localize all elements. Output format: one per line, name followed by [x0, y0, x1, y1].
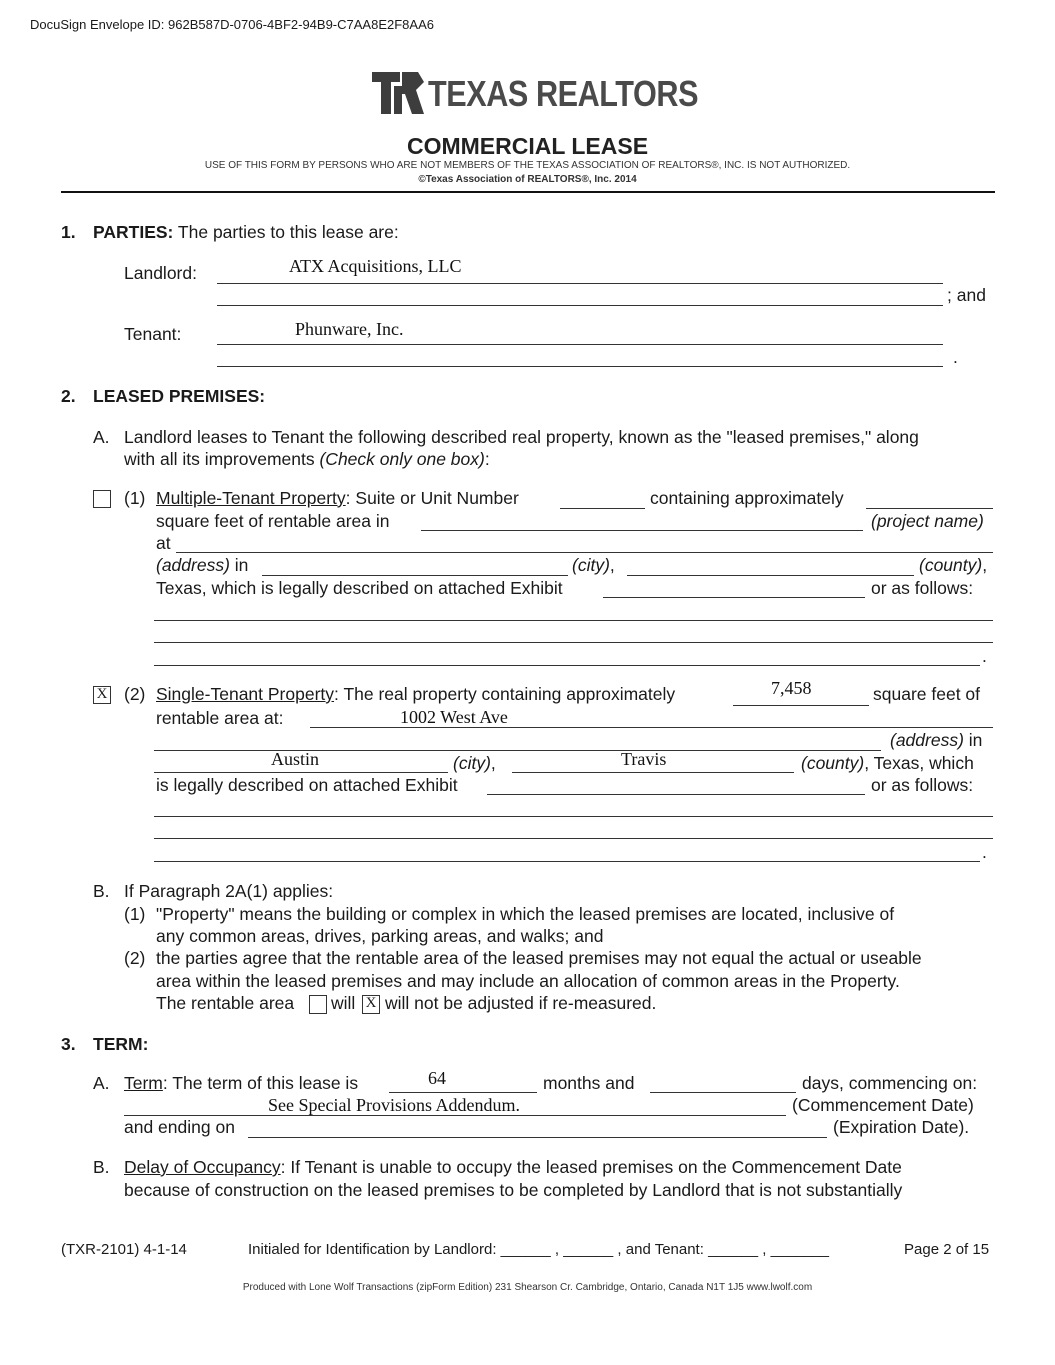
delay-title: Delay of Occupancy: [124, 1157, 281, 1177]
county-label-2: (county): [801, 753, 865, 773]
and-text: ; and: [947, 285, 986, 305]
delay-line-1: [124, 1157, 902, 1178]
project-name-line[interactable]: [421, 530, 863, 531]
para-2a-colon: :: [484, 449, 490, 469]
address-line-2b[interactable]: [154, 750, 881, 751]
months-value[interactable]: 64: [428, 1068, 446, 1088]
para-2b2-number: (2): [124, 948, 146, 968]
option-2-text-2: square feet of: [873, 684, 981, 704]
city-label-1-wrap: [572, 555, 615, 576]
tenant-label: Tenant:: [124, 324, 182, 344]
landlord-value[interactable]: ATX Acquisitions, LLC: [289, 256, 462, 276]
multi-tenant-title: Multiple-Tenant Property: [156, 488, 346, 508]
option-1-text-3: square feet of rentable area in: [156, 511, 390, 531]
tenant-line-1[interactable]: [217, 344, 943, 345]
initials-line: Initialed for Identification by Landlord: ______ , ______ , and Tenant: ______ , _______: [248, 1241, 830, 1258]
county-value[interactable]: Travis: [621, 749, 667, 769]
exhibit-line-1[interactable]: [603, 597, 865, 598]
tenant-value[interactable]: Phunware, Inc.: [295, 319, 404, 339]
project-name-label: (project name): [871, 511, 984, 531]
para-2b2-line-2: area within the leased premises and may include an allocation of common areas in the Property.: [156, 971, 900, 991]
address-label-2: (address): [890, 730, 964, 750]
county-line-1[interactable]: [627, 575, 914, 576]
texas-realtors-logo: [372, 72, 699, 114]
para-2a-line-1: Landlord leases to Tenant the following described real property, known as the "leased premises," along: [124, 427, 919, 447]
usage-notice: USE OF THIS FORM BY PERSONS WHO ARE NOT MEMBERS OF THE TEXAS ASSOCIATION OF REALTORS®, INC. IS NOT AUTHORIZED.: [204, 160, 851, 171]
city-label-2-wrap: [453, 753, 496, 774]
rentable-area-text: The rentable area: [156, 993, 295, 1013]
option-1-line-1: [156, 488, 519, 509]
form-title: COMMERCIAL LEASE: [406, 133, 649, 159]
para-2a-line-2-text: with all its improvements: [124, 449, 320, 469]
exhibit-line-2[interactable]: [487, 794, 865, 795]
page-number: Page 2 of 15: [904, 1241, 990, 1258]
legal-desc-period-1: .: [982, 646, 987, 666]
para-3a-label: A.: [93, 1073, 110, 1093]
section-2-heading: LEASED PREMISES:: [93, 386, 266, 406]
option-2-line-1: [156, 684, 675, 705]
legal-desc-line-2a[interactable]: [154, 816, 993, 817]
legal-desc-line-1b[interactable]: [154, 642, 993, 643]
address-label-2-wrap: [890, 730, 982, 751]
section-1-heading-line: [93, 222, 399, 243]
sqft-value[interactable]: 7,458: [771, 678, 812, 698]
section-2-number: 2.: [61, 386, 76, 406]
days-line[interactable]: [650, 1092, 796, 1093]
city-label-1: (city): [572, 555, 610, 575]
option-2-number: (2): [124, 684, 146, 704]
option-2-text-1: : The real property containing approximately: [334, 684, 676, 704]
term-title: Term: [124, 1073, 163, 1093]
option-2-text-10: or as follows:: [871, 775, 974, 795]
realtors-mark-icon: [372, 72, 424, 114]
legal-desc-period-2: .: [982, 842, 987, 862]
option-1-text-1: : Suite or Unit Number: [345, 488, 519, 508]
brand-name: TEXAS REALTORS: [428, 73, 699, 114]
para-3b-label: B.: [93, 1157, 110, 1177]
in-text-1: in: [229, 555, 249, 575]
will-not-text: will not be adjusted if re-measured.: [385, 993, 657, 1013]
option-2-text-9: is legally described on attached Exhibit: [156, 775, 458, 795]
landlord-line-2[interactable]: [217, 305, 943, 306]
multi-tenant-checkbox[interactable]: [93, 490, 111, 508]
section-1-heading: PARTIES:: [93, 222, 174, 242]
county-label-2-wrap: [801, 753, 974, 774]
form-id: (TXR-2101) 4-1-14: [61, 1241, 187, 1258]
section-3-heading: TERM:: [93, 1034, 149, 1054]
option-1-text-12: or as follows:: [871, 578, 974, 598]
option-1-address-line: [156, 555, 248, 576]
suite-number-line[interactable]: [560, 508, 645, 509]
option-1-number: (1): [124, 488, 146, 508]
will-not-checkbox[interactable]: X: [362, 995, 380, 1014]
term-text-2: months and: [543, 1073, 635, 1093]
para-2a-label: A.: [93, 427, 110, 447]
comma-2: ,: [982, 555, 988, 575]
ending-on-text: and ending on: [124, 1117, 235, 1137]
option-2-text-3: rentable area at:: [156, 708, 284, 728]
city-line-1[interactable]: [262, 575, 568, 576]
option-1-text-2: containing approximately: [650, 488, 844, 508]
option-1-text-11: Texas, which is legally described on attached Exhibit: [156, 578, 563, 598]
comma-3: ,: [490, 753, 496, 773]
para-2b-intro: If Paragraph 2A(1) applies:: [124, 881, 334, 901]
term-text-3: days, commencing on:: [802, 1073, 978, 1093]
county-line-2[interactable]: [512, 772, 794, 773]
para-2b-label: B.: [93, 881, 110, 901]
will-text: will: [331, 993, 356, 1013]
section-3-number: 3.: [61, 1034, 76, 1054]
legal-desc-line-2c[interactable]: [154, 861, 980, 862]
comma-1: ,: [609, 555, 615, 575]
landlord-line-1[interactable]: [217, 283, 943, 284]
check-only-one: (Check only one box): [319, 449, 485, 469]
legal-desc-line-2b[interactable]: [154, 838, 993, 839]
option-1-at: at: [156, 533, 171, 553]
envelope-id: DocuSign Envelope ID: 962B587D-0706-4BF2-94B9-C7AA8E2F8AA6: [30, 17, 434, 32]
para-2a-line-2: [124, 449, 490, 470]
county-label-1-wrap: [919, 555, 987, 576]
single-tenant-title: Single-Tenant Property: [156, 684, 335, 704]
section-1-number: 1.: [61, 222, 76, 242]
term-line-1: [124, 1073, 358, 1094]
single-tenant-checkbox[interactable]: X: [93, 686, 111, 704]
address-line-1[interactable]: [176, 552, 993, 553]
months-line[interactable]: [389, 1092, 537, 1093]
para-2b1-line-2: any common areas, drives, parking areas, and walks; and: [156, 926, 604, 946]
commencement-date-label: (Commencement Date): [792, 1095, 974, 1115]
will-checkbox[interactable]: [309, 995, 327, 1014]
legal-desc-line-1a[interactable]: [154, 620, 993, 621]
address-label-1: (address): [156, 555, 230, 575]
sqft-line-1[interactable]: [866, 508, 993, 509]
landlord-label: Landlord:: [124, 263, 197, 283]
tenant-line-2[interactable]: [217, 366, 943, 367]
city-value[interactable]: Austin: [271, 749, 320, 769]
address-value[interactable]: 1002 West Ave: [400, 707, 508, 727]
legal-desc-line-1c[interactable]: [154, 665, 980, 666]
in-text-2: in: [963, 730, 983, 750]
copyright: ©Texas Association of REALTORS®, Inc. 2014: [418, 174, 637, 185]
term-text-1: : The term of this lease is: [162, 1073, 359, 1093]
city-line-2[interactable]: [154, 772, 448, 773]
section-1-intro: The parties to this lease are:: [177, 222, 399, 242]
tenant-period: .: [953, 347, 958, 367]
texas-which: , Texas, which: [864, 753, 974, 773]
delay-line-2: because of construction on the leased premises to be completed by Landlord that is not substantially: [124, 1180, 903, 1200]
expiration-line[interactable]: [248, 1137, 827, 1138]
county-label-1: (county): [919, 555, 983, 575]
para-2b1-line-1: "Property" means the building or complex in which the leased premises are located, inclusive of: [156, 904, 895, 924]
header-rule: [61, 191, 995, 193]
para-2b1-number: (1): [124, 904, 146, 924]
sqft-line-2[interactable]: [733, 705, 869, 706]
produced-with: Produced with Lone Wolf Transactions (zipForm Edition) 231 Shearson Cr. Cambridge, Ontario, Canada N1T 1J5 www.lwolf.com: [242, 1282, 813, 1293]
delay-text-1: : If Tenant is unable to occupy the leased premises on the Commencement Date: [280, 1157, 902, 1177]
commencement-value[interactable]: See Special Provisions Addendum.: [268, 1095, 520, 1115]
expiration-date-label: (Expiration Date).: [833, 1117, 970, 1137]
city-label-2: (city): [453, 753, 491, 773]
para-2b2-line-1: the parties agree that the rentable area of the leased premises may not equal the actual or useable: [156, 948, 922, 968]
